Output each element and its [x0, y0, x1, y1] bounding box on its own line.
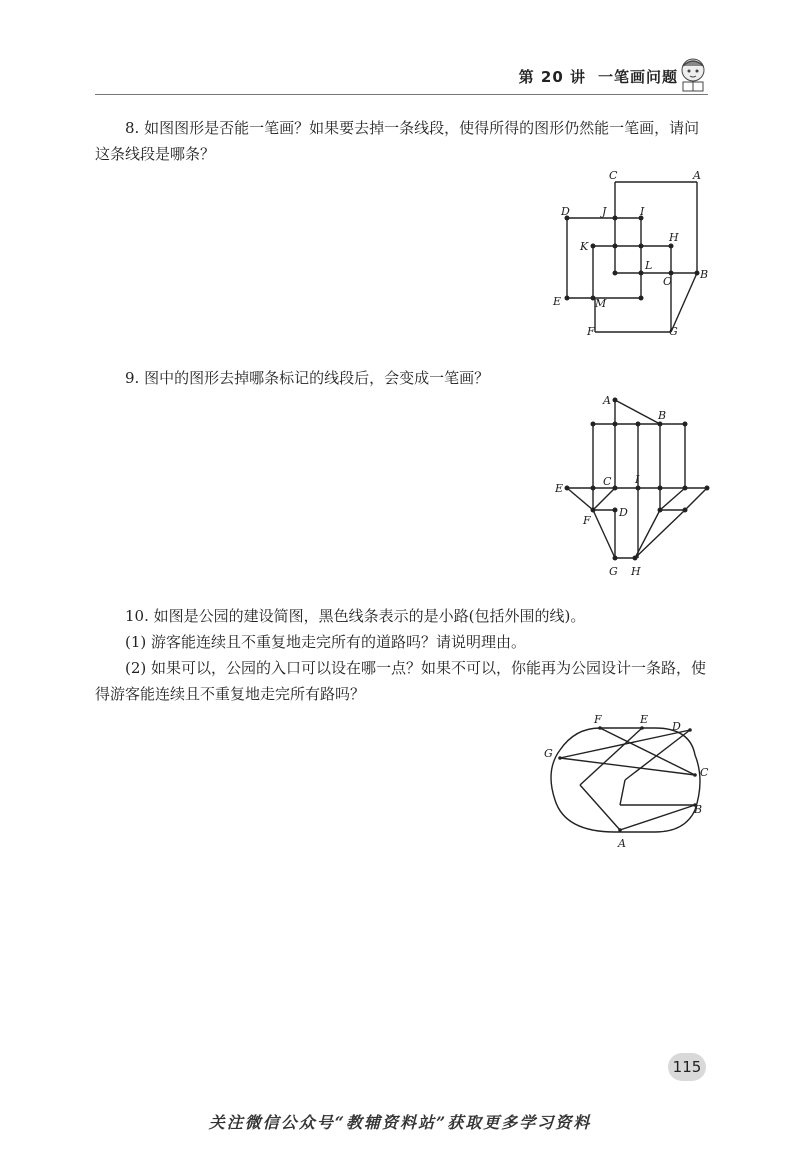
q10-label-c: C [700, 766, 709, 779]
q9-label-c: C [603, 475, 612, 488]
q10-vertex [598, 726, 602, 730]
q10-part2-line2: 得游客能连续且不重复地走完所有路吗？ [95, 685, 366, 703]
q8-label-j: J [602, 205, 607, 218]
q9-vertex [683, 422, 688, 427]
q9-label-e: E [555, 482, 564, 495]
q9-vertex [613, 486, 618, 491]
q8-line1: 8. 如图图形是否能一笔画？如果要去掉一条线段，使得所得的图形仍然能一笔画，请问 [125, 119, 700, 137]
q10-label-f: F [594, 713, 602, 726]
q8-label-a: A [693, 169, 701, 182]
q9-vertex [705, 486, 710, 491]
q8-vertex [695, 271, 700, 276]
q9-vertex [613, 398, 618, 403]
q10-vertex [558, 756, 562, 760]
q10-label-b: B [694, 803, 703, 816]
q10-part1: (1) 游客能连续且不重复地走完所有的道路吗？请说明理由。 [125, 633, 527, 651]
q8-vertex [639, 244, 644, 249]
q8-vertex [591, 244, 596, 249]
question-10 [95, 603, 715, 707]
q10-intro: 10. 如图是公园的建设简图，黑色线条表示的是小路(包括外围的线)。 [125, 607, 586, 625]
question-9 [95, 365, 715, 391]
q8-vertex [565, 296, 570, 301]
q10-edges [551, 728, 703, 832]
q10-vertex [693, 773, 697, 777]
mascot-icon [678, 56, 708, 94]
q8-label-f: F [587, 325, 595, 338]
q10-label-a: A [618, 837, 626, 850]
q9-label-a: A [603, 394, 611, 407]
q10-vertex [688, 728, 692, 732]
q9-vertex [683, 486, 688, 491]
page-number: 115 [668, 1053, 706, 1081]
q8-label-g: G [669, 325, 678, 338]
question-8 [95, 115, 715, 167]
q8-label-c: C [609, 169, 618, 182]
q10-label-d: D [672, 720, 681, 733]
q9-label-d: D [619, 506, 628, 519]
q8-label-m: M [595, 297, 607, 310]
q8-line2: 这条线段是哪条？ [95, 145, 216, 163]
q9-vertex [613, 508, 618, 513]
q8-label-h: H [669, 231, 679, 244]
q8-labels [552, 169, 708, 338]
q9-label-i: I [635, 473, 640, 486]
q8-vertex [613, 271, 618, 276]
q9-label-g: G [609, 565, 618, 578]
q8-edges [567, 182, 697, 332]
q9-text: 9. 图中的图形去掉哪条标记的线段后，会变成一笔画？ [125, 369, 490, 387]
q8-vertex [613, 244, 618, 249]
footer-note: 关注微信公众号“教辅资料站”获取更多学习资料 [208, 1113, 592, 1132]
q10-label-e: E [640, 713, 649, 726]
q9-vertex [683, 508, 688, 513]
q9-labels [555, 394, 666, 578]
q9-vertex [613, 556, 618, 561]
q8-label-k: K [580, 240, 589, 253]
q8-label-b: B [700, 268, 709, 281]
lecture-number: 第 20 讲 [518, 68, 586, 86]
q9-vertex [636, 486, 641, 491]
q9-vertex [591, 486, 596, 491]
q9-label-h: H [631, 565, 641, 578]
q8-figure [545, 165, 720, 345]
q9-vertex [565, 486, 570, 491]
q9-vertex [633, 556, 638, 561]
q8-vertex [613, 216, 618, 221]
q9-vertex [591, 422, 596, 427]
q10-figure [540, 710, 720, 855]
q8-vertex [669, 244, 674, 249]
q10-vertex [640, 726, 644, 730]
q10-label-g: G [544, 747, 553, 760]
chapter-title [519, 66, 678, 87]
q8-label-l: L [645, 259, 653, 272]
q9-figure [555, 390, 720, 585]
page-header [0, 60, 800, 100]
q8-vertex [639, 271, 644, 276]
q8-label-d: D [561, 205, 570, 218]
q9-vertex [658, 422, 663, 427]
q9-label-f: F [583, 514, 591, 527]
q9-vertex [658, 486, 663, 491]
q8-label-i: I [640, 205, 645, 218]
q10-vertex [618, 828, 622, 832]
q9-vertex [591, 508, 596, 513]
q9-vertex [658, 508, 663, 513]
header-divider [95, 94, 708, 95]
q9-label-b: B [658, 409, 667, 422]
lecture-topic: 一笔画问题 [597, 68, 678, 86]
q8-vertices [565, 216, 700, 301]
q10-part2-line1: (2) 如果可以，公园的入口可以设在哪一点？如果不可以，你能再为公园设计一条路，使 [125, 659, 707, 677]
q9-vertex [636, 422, 641, 427]
q9-vertex [613, 422, 618, 427]
q8-vertex [639, 296, 644, 301]
q8-label-e: E [553, 295, 562, 308]
q8-label-o: O [663, 275, 673, 288]
